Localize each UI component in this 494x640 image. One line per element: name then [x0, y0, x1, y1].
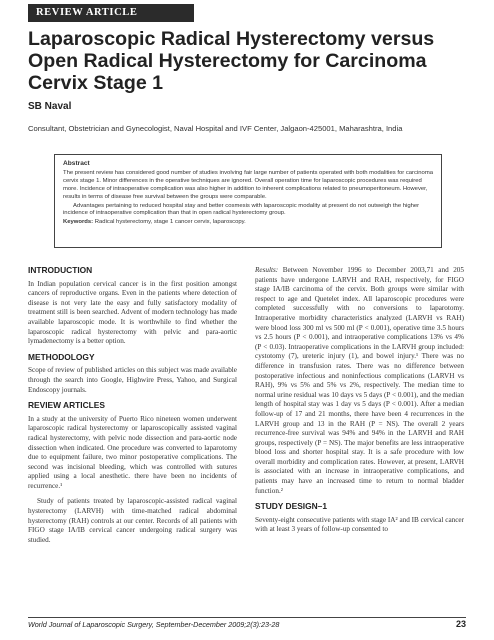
abstract-paragraph-1: The present review has considered good number of studies involving fair large number of patients operated with both modalities for carcinoma cervix stage 1. Minor differences in the operative techniques are ignored. Overall operation time for laparoscopic procedures was required more. Incidence of intraoperative complication was also higher in addition to inherent complications related to pneumoperitoneum. However, results in terms of disease free survival between the groups were comparable. [63, 169, 434, 200]
review-paragraph-2: Study of patients treated by laparoscopic-assisted radical vaginal hysterectomy (LARVH) with time-matched radical abdominal hysterectomy (RAH) controls at our center. Records of all patients with FIGO stage IA/IB cervical cancer undergoing radical surgery was studied. [28, 497, 237, 544]
keywords-text: Radical hysterectomy, stage 1 cancer cervix, laparoscopy. [94, 219, 246, 226]
article-title: Laparoscopic Radical Hysterectomy versus Open Radical Hysterectomy for Carcinoma Cervix Stage 1 [28, 28, 435, 94]
methodology-heading: METHODOLOGY [28, 351, 95, 362]
section-label: REVIEW ARTICLE [28, 4, 194, 22]
journal-footer: World Journal of Laparoscopic Surgery, September-December 2009;2(3):23-28 [28, 617, 466, 629]
study-design-heading: STUDY DESIGN–1 [255, 501, 327, 512]
study-design-text: Seventy-eight consecutive patients with stage IA² and IB cervical cancer with at least 3 years of follow-up consented to [255, 515, 464, 534]
review-articles-heading: REVIEW ARTICLES [28, 400, 105, 411]
author-affiliation: Consultant, Obstetrician and Gynecologist, Naval Hospital and IVF Center, Jalgaon-425001, Maharashtra, India [28, 124, 403, 133]
abstract-paragraph-2: Advantages pertaining to reduced hospital stay and better cosmesis with laparoscopic modality at present do not outweigh the higher incidence of intraoperative complication than that in open radical hysterectomy group. [63, 202, 420, 217]
keywords [63, 219, 433, 227]
results-paragraph [255, 266, 464, 496]
introduction-text: In Indian population cervical cancer is in the first position amongst cancers of reproductive organs. Even in the patients where detection of disease is not very late the easy and fully satisfactory modality of treatment still is been searched. Advent of modern technology has made available laparoscopic mode. It is worthwhile to find whether the laparoscopic radical hysterectomy with pelvic and para-aortic lymadenectomy is a better option. [28, 279, 237, 346]
methodology-text: Scope of review of published articles on this subject was made available through the search into Google, Highwire Press, Yahoo, and Surgical Endoscopy journals. [28, 366, 237, 394]
page-number: 23 [455, 619, 466, 629]
left-column [28, 266, 237, 551]
abstract-heading: Abstract [63, 160, 90, 167]
results-text: Between November 1996 to December 2003,71 and 205 patients have undergone LARVH and RAH, respectively, for FIGO stage IA/IB carcinoma of the cervix. Both groups were similar with respect to age and Quetelet index. All laparoscopic procedures were completed successfully with no conversions to laparotomy. Intraoperative morbidity characteristics analyzed (LARVH vs RAH) were blood loss 300 ml vs 500 ml (P < 0.001), operative time 3.5 hours vs 2.5 hours (P < 0.001), and intraoperative complications 13% vs 4% (P < 0.03). Intraoperative complications in the LARVH group included: cystotomy (7), ureteric injury (1), and bowel injury.¹ There was no difference in transfusion rates. There was no difference between postoperative infectious and noninfectious complications (LARVH vs RAH), 9% vs 5% and 5% vs 2%, respectively. The median time to normal urine residual was 10 days vs 5 days (P < 0.001), and the median length of hospital stay was 1 day vs 5 days (P < 0.001). After a median follow-up of 17 and 21 months, there have been 4 recurrences in the LARVH group and 13 in the RAH (P = NS). The overall 2 years recurrence-free survival was 94% and 94% in the LARVH and RAH groups, respectively (P = NS). The major benefits are less intraoperative blood loss and shorter hospital stay. It is a safe procedure with low overall morbidity and complication rates. However, at present, LARVH is associated with an increase in intraoperative complications, and patients may have an increased time to return to normal bladder function.² [255, 266, 464, 495]
abstract-box [54, 154, 442, 248]
review-paragraph-1: In a study at the university of Puerto Rico nineteen women underwent laparoscopic radical hysterectomy or laparoscopically assisted vaginal radical hysterectomy, with pelvic node dissection and para-aortic node dissection when indicated. One procedure was converted to laparotomy due to equipment failure, two minor postoperative complications. The second was incisional bleeding, which was controlled with sutures applied using a local anesthetic. there have been no incidents of recurrence.¹ [28, 414, 237, 490]
results-label: Results: [255, 266, 279, 274]
right-column [255, 266, 464, 541]
author-name: SB Naval [28, 101, 72, 112]
introduction-heading: INTRODUCTION [28, 265, 93, 275]
keywords-label: Keywords: [63, 219, 94, 226]
